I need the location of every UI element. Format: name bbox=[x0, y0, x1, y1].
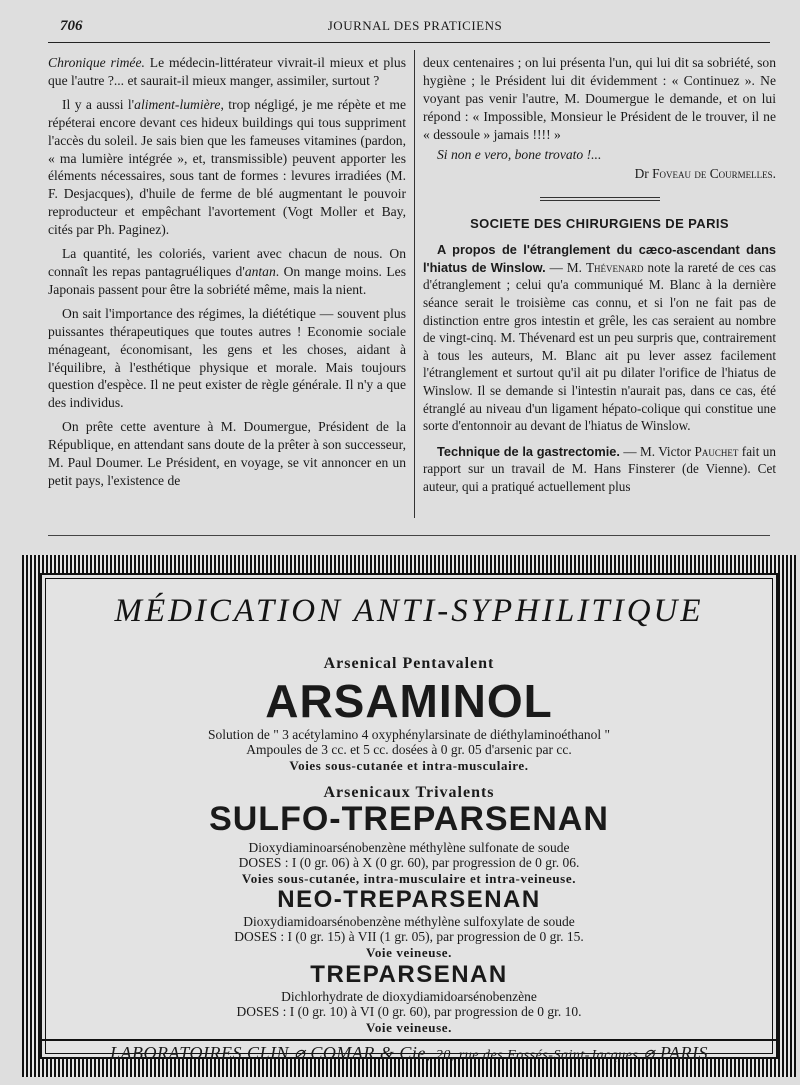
arsaminol-route: Voies sous-cutanée et intra-musculaire. bbox=[289, 758, 529, 773]
neo-route: Voie veineuse. bbox=[366, 945, 452, 960]
text: note la rareté de ces cas d'étranglement ; celui qu'a communiqué M. Blanc à la dernière séance serait le troisième cas connu, et si l'on ne fait pas de distinction entre gros intestin et grêle, les cas seraient au nombre de vingt-cinq. M. Thévenard est un peu surpris que, contrairement à tous les auteurs, M. Blanc ait pu lever assez facilement l'étranglement et surtout qu'il ait pu dilater l'orifice de l'hiatus de Winslow. Il se demande si l'intestin n'aurait pas, dans ce cas, été étranglé au niveau d'un ligament hépato-colique qui constitue une sorte d'entonnoir au devant de l'hiatus de Winslow. bbox=[423, 259, 776, 434]
society-item-1 bbox=[423, 241, 776, 435]
signature-name: Foveau de Courmelles. bbox=[652, 166, 776, 182]
item-title: Technique de la gastrectomie. bbox=[437, 443, 620, 459]
text: , trop négligé, je me répète et me répéterai encore devant ces hideux buildings qui tous suppriment l'accès du soleil. Je sais bien que les fameuses vitamines (pardon, « ma lumière intégrée », et, transmissible) peuvent apporter les éléments nécessaires, sous tant de formes : levures irradiées (M. F. Desjacques), d'huile de ferme de blé augmentant le pouvoir reproducteur et empêchant l'avortement (Vogt Moller et Bay, cités par Ph. Paginez). bbox=[48, 96, 406, 238]
neo-doses: DOSES : I (0 gr. 15) à VII (1 gr. 05), par progression de 0 gr. 15. bbox=[234, 929, 584, 944]
company-name: COMAR & Cie, bbox=[310, 1043, 431, 1063]
neo-formula: Dioxydiamidoarsénobenzène méthylène sulfoxylate de soude bbox=[243, 914, 575, 929]
text: Il y a aussi l' bbox=[62, 96, 135, 112]
separator-icon: ⌀ bbox=[643, 1043, 655, 1063]
separator-icon: ⌀ bbox=[294, 1043, 306, 1063]
text: fait un rapport sur un travail de M. Hans Finsterer (de Vienne). Cet auteur, qui a pratiqué actuellement plus bbox=[423, 443, 776, 494]
text: Le médecin-littérateur vivrait-il mieux et plus que l'autre ?... et saurait-il mieux manger, assimiler, surtout ? bbox=[48, 55, 406, 88]
text-bottom-rule bbox=[48, 535, 770, 536]
italic-term: aliment-lumière bbox=[134, 96, 221, 112]
page-number: 706 bbox=[60, 18, 83, 34]
ad-footer bbox=[42, 1043, 776, 1064]
ad-frame bbox=[40, 573, 778, 1063]
left-paragraph-4: On sait l'importance des régimes, la diététique — souvent plus puissantes thérapeutiques que toutes autres ! Economie sociale ménageant, économisant, les gens et les choses, aidant à l'équilibre, à l'esthétique physique et morale. Mais toujours question d'espèce. Il ne peut exister de règle générale. Il n'y a que des individus. bbox=[48, 305, 406, 411]
author-name: Pauchet bbox=[694, 443, 739, 459]
arsaminol-formula: Solution de " 3 acétylamino 4 oxyphénylarsinate de diéthylaminoéthanol " bbox=[207, 727, 611, 742]
arsaminol-name: ARSAMINOL bbox=[265, 675, 553, 727]
left-paragraph-5: On prête cette aventure à M. Doumergue, Président de la République, en attendant sans doute de la prêter à son successeur, M. Paul Doumer. Le Président, en voyage, se vit annoncer en un petit pays, l'existence de bbox=[48, 419, 406, 488]
text: — M. Victor bbox=[619, 443, 695, 459]
latin-quote bbox=[423, 146, 776, 164]
italic-term: antan bbox=[244, 263, 276, 279]
signature bbox=[423, 165, 776, 183]
ad-footer-rule bbox=[42, 1039, 776, 1041]
treparsenan-name: TREPARSENAN bbox=[310, 961, 508, 988]
address: 20, rue des Fossés-Saint-Jacques bbox=[435, 1048, 639, 1063]
right-paragraph-1: deux centenaires ; on lui présenta l'un, qui lui dit sa sobriété, son hygiène ; le Président lui dit évidemment : « Continuez ». Ne voyant pas venir l'autre, M. Doumergue le demande, et on lui répond : « Impossible, Monsieur le Président de le trouver, il ne « dessoule » jamais !!!! » bbox=[423, 55, 776, 142]
text: La quantité, les coloriés, varient avec chacun de nous. On connaît les repas pantagruéliques d' bbox=[48, 246, 406, 279]
left-paragraph-3 bbox=[48, 245, 406, 299]
city: PARIS bbox=[659, 1043, 708, 1063]
left-paragraph-2 bbox=[48, 96, 406, 239]
neo-name: NEO-TREPARSENAN bbox=[277, 886, 541, 913]
trivalent-category: Arsenicaux Trivalents bbox=[323, 784, 495, 801]
treparsenan-route: Voie veineuse. bbox=[366, 1020, 452, 1035]
advertisement bbox=[22, 555, 796, 1077]
ad-heading: MÉDICATION ANTI-SYPHILITIQUE bbox=[114, 593, 704, 629]
column-divider bbox=[414, 50, 415, 518]
journal-title: JOURNAL DES PRATICIENS bbox=[327, 18, 503, 33]
signature-prefix: Dr bbox=[634, 166, 649, 182]
arsaminol-category: Arsenical Pentavalent bbox=[323, 655, 495, 672]
section-divider bbox=[540, 197, 660, 201]
italic-title: Chronique rimée. bbox=[48, 55, 145, 70]
page-header bbox=[60, 18, 770, 40]
society-title: SOCIETE DES CHIRURGIENS DE PARIS bbox=[470, 216, 729, 232]
sulfo-name: SULFO-TREPARSENAN bbox=[209, 800, 609, 838]
right-column bbox=[423, 54, 776, 496]
arsaminol-dosage: Ampoules de 3 cc. et 5 cc. dosées à 0 gr. 05 d'arsenic par cc. bbox=[246, 742, 572, 757]
text: . On mange moins. Les Japonais passent pour être la sobriété même, mais la nient. bbox=[48, 263, 406, 297]
text: — M. bbox=[545, 259, 586, 275]
society-item-2 bbox=[423, 443, 776, 496]
header-rule bbox=[48, 42, 770, 43]
author-name: Thévenard bbox=[585, 259, 644, 275]
item-title: A propos de l'étranglement du cæco-ascendant dans l'hiatus de Winslow. bbox=[423, 242, 776, 275]
left-column bbox=[48, 54, 406, 490]
treparsenan-doses: DOSES : I (0 gr. 10) à VI (0 gr. 60), par progression de 0 gr. 10. bbox=[236, 1004, 582, 1019]
treparsenan-formula: Dichlorhydrate de dioxydiamidoarsénobenzène bbox=[281, 989, 537, 1004]
lab-name: LABORATOIRES CLIN bbox=[109, 1043, 289, 1063]
sulfo-route: Voies sous-cutanée, intra-musculaire et intra-veineuse. bbox=[241, 871, 577, 886]
sulfo-formula: Dioxydiaminoarsénobenzène méthylène sulfonate de soude bbox=[248, 840, 570, 855]
sulfo-doses: DOSES : I (0 gr. 06) à X (0 gr. 60), par progression de 0 gr. 06. bbox=[238, 855, 580, 870]
left-paragraph-1 bbox=[48, 54, 406, 90]
quote-text: Si non e vero, bone trovato !... bbox=[437, 146, 602, 162]
